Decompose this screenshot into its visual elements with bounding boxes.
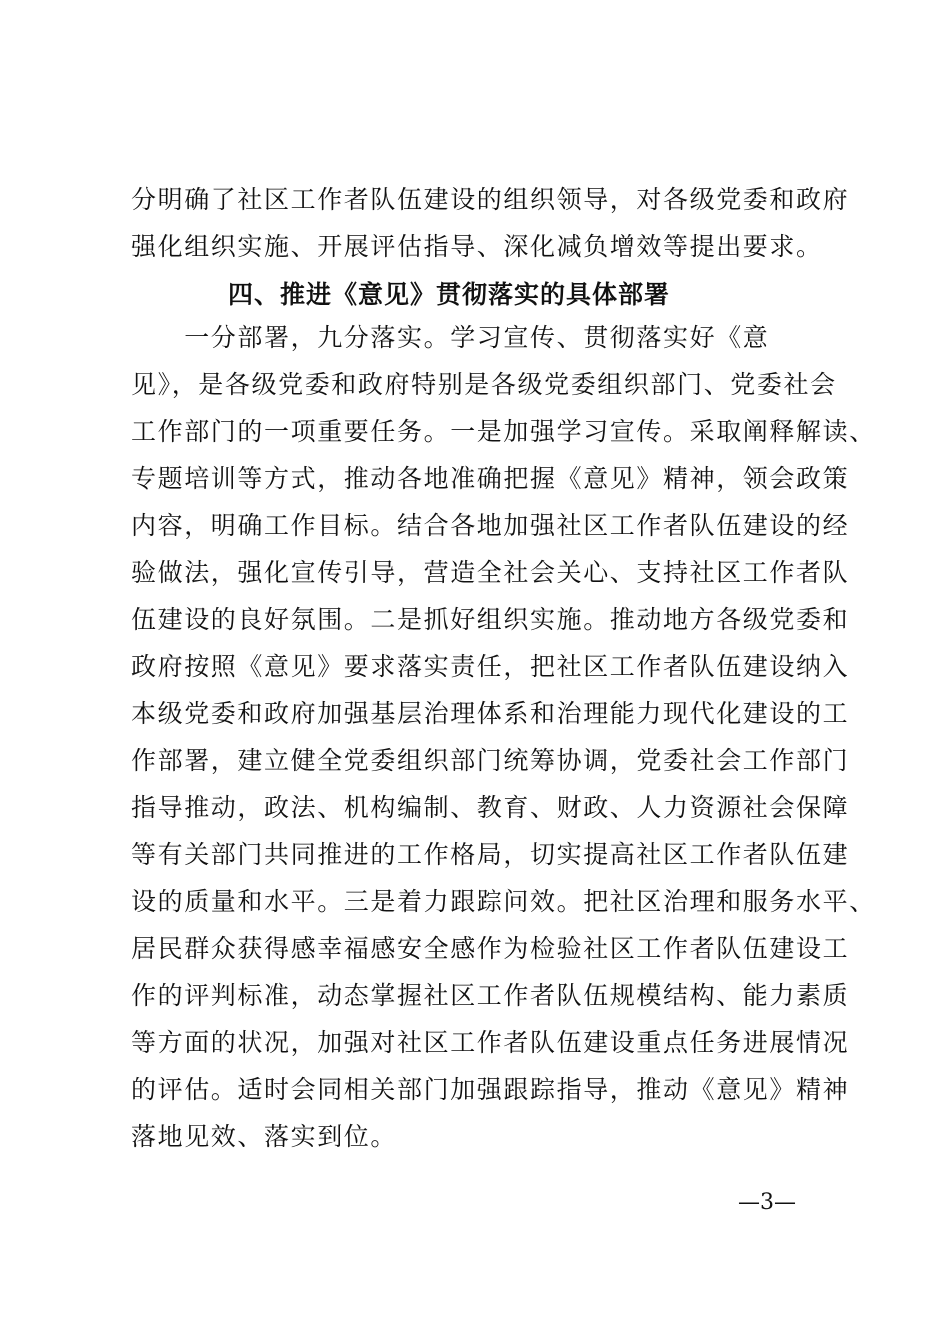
- body-line: 专题培训等方式，推动各地准确把握《意见》精神，领会政策: [131, 464, 850, 493]
- body-line: 等有关部门共同推进的工作格局，切实提高社区工作者队伍建: [131, 840, 850, 869]
- body-line: 居民群众获得感幸福感安全感作为检验社区工作者队伍建设工: [131, 934, 850, 963]
- body-line: 设的质量和水平。三是着力跟踪问效。把社区治理和服务水平、: [131, 887, 876, 916]
- body-line: 政府按照《意见》要求落实责任，把社区工作者队伍建设纳入: [131, 652, 850, 681]
- body-line: 本级党委和政府加强基层治理体系和治理能力现代化建设的工: [131, 699, 850, 728]
- body-line: 作部署，建立健全党委组织部门统筹协调，党委社会工作部门: [131, 746, 850, 775]
- body-line: 作的评判标准，动态掌握社区工作者队伍规模结构、能力素质: [131, 981, 850, 1010]
- body-line: 伍建设的良好氛围。二是抓好组织实施。推动地方各级党委和: [131, 605, 850, 634]
- body-line: 落地见效、落实到位。: [131, 1122, 398, 1151]
- body-line: 内容，明确工作目标。结合各地加强社区工作者队伍建设的经: [131, 511, 850, 540]
- intro-line: 分明确了社区工作者队伍建设的组织领导，对各级党委和政府: [131, 185, 850, 214]
- body-line: 验做法，强化宣传引导，营造全社会关心、支持社区工作者队: [131, 558, 850, 587]
- intro-line: 强化组织实施、开展评估指导、深化减负增效等提出要求。: [131, 232, 823, 261]
- body-line: 见》，是各级党委和政府特别是各级党委组织部门、党委社会: [131, 370, 837, 399]
- body-line: 指导推动，政法、机构编制、教育、财政、人力资源社会保障: [131, 793, 850, 822]
- body-line: 的评估。适时会同相关部门加强跟踪指导，推动《意见》精神: [131, 1075, 850, 1104]
- body-line: 等方面的状况，加强对社区工作者队伍建设重点任务进展情况: [131, 1028, 850, 1057]
- section-heading: 四、推进《意见》贯彻落实的具体部署: [228, 280, 671, 309]
- body-line: 工作部门的一项重要任务。一是加强学习宣传。采取阐释解读、: [131, 417, 876, 446]
- body-line: 一分部署，九分落实。学习宣传、贯彻落实好《意: [131, 323, 770, 352]
- page-number: —3—: [738, 1190, 796, 1215]
